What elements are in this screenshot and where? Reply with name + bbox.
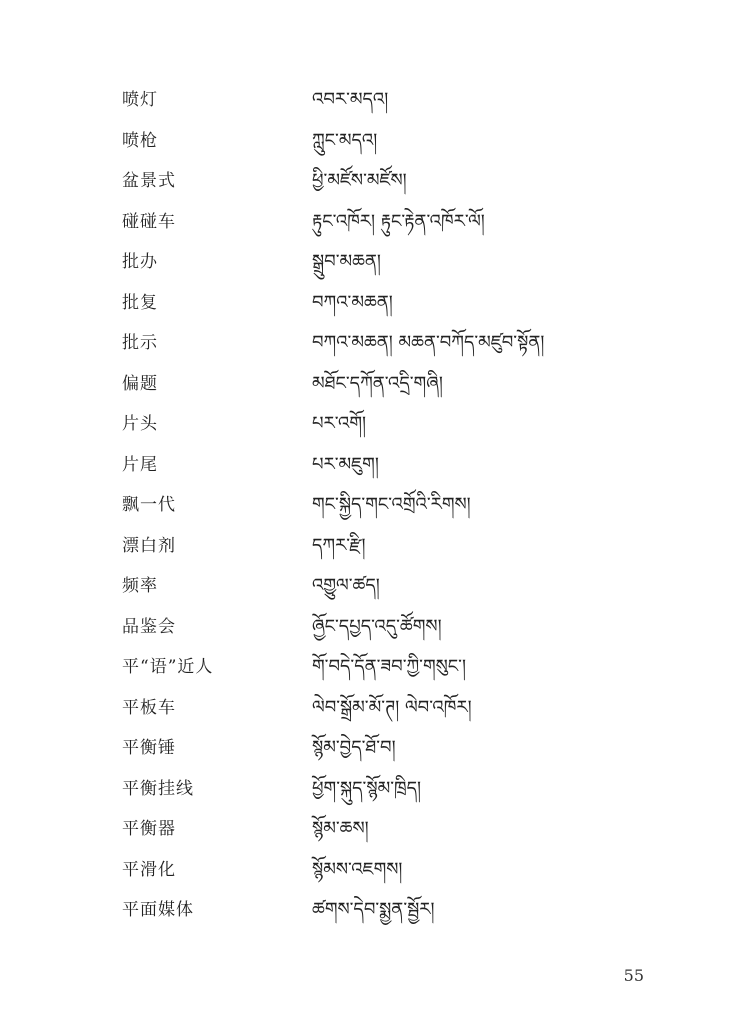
page-number: 55	[623, 966, 644, 985]
chinese-term: 飘一代	[122, 495, 176, 515]
chinese-term: 平滑化	[122, 859, 176, 880]
chinese-term: 碰碰车	[122, 211, 176, 232]
list-item	[0, 647, 756, 688]
list-item	[0, 323, 756, 364]
tibetan-term: དཀར་རྫི།	[312, 534, 366, 556]
list-item	[0, 850, 756, 891]
chinese-term: 频率	[122, 576, 158, 596]
chinese-term: 偏题	[122, 373, 158, 394]
tibetan-term: སྙོམས་འཇགས།	[312, 858, 403, 880]
list-item	[0, 769, 756, 810]
tibetan-term: རྟུང་འཁོར། རྟུང་རྟེན་འཁོར་ལོ།	[312, 210, 485, 232]
list-item	[0, 283, 756, 324]
glossary-list	[0, 80, 756, 931]
chinese-term: 批复	[122, 292, 158, 313]
tibetan-term: མཐོང་དཀོན་འདྲི་གཞི།	[312, 372, 443, 394]
tibetan-term: སྒྲུབ་མཆན།	[312, 251, 381, 272]
tibetan-term: བཀའ་མཆན།	[312, 291, 393, 313]
list-item	[0, 161, 756, 202]
tibetan-term: འབར་མདའ།	[312, 89, 389, 110]
list-item	[0, 526, 756, 567]
tibetan-term: འགྱུལ་ཚད།	[312, 575, 380, 596]
chinese-term: 喷枪	[122, 130, 158, 151]
chinese-term: 批示	[122, 333, 158, 353]
chinese-term: 批办	[122, 252, 158, 272]
list-item	[0, 607, 756, 648]
tibetan-term: ཀླུང་མདའ།	[312, 129, 378, 151]
tibetan-term: པར་འགོ།	[312, 413, 366, 434]
list-item	[0, 80, 756, 121]
list-item	[0, 404, 756, 445]
list-item	[0, 445, 756, 486]
list-item	[0, 121, 756, 162]
list-item	[0, 242, 756, 283]
tibetan-term: སྙོམ་ཆས།	[312, 818, 369, 839]
list-item	[0, 890, 756, 931]
tibetan-term: ཞྱོང་དཔྱད་འདུ་ཚོགས།	[312, 615, 442, 637]
tibetan-term: གང་སྐྱིད་གང་འགྲོའི་རིགས།	[312, 494, 471, 515]
tibetan-term: བཀའ་མཆན། མཆན་བཀོད་མཛུབ་སྟོན།	[312, 332, 545, 353]
tibetan-term: ལེབ་སྒྲོམ་མོ་ཊ། ལེབ་འཁོར།	[312, 696, 472, 718]
list-item	[0, 485, 756, 526]
tibetan-term: སྙོམ་བྱེད་ཐོ་བ།	[312, 737, 396, 758]
list-item	[0, 364, 756, 405]
list-item	[0, 566, 756, 607]
chinese-term: 平衡锤	[122, 738, 176, 758]
chinese-term: 平“语”近人	[122, 657, 214, 677]
chinese-term: 平板车	[122, 697, 176, 718]
chinese-term: 平衡挂线	[122, 778, 194, 799]
chinese-term: 盆景式	[122, 171, 176, 191]
tibetan-term: གོ་བདེ་དོན་ཟབ་ཀྱི་གསུང་།	[312, 656, 466, 677]
chinese-term: 平衡器	[122, 819, 176, 839]
chinese-term: 漂白剂	[122, 535, 176, 556]
chinese-term: 品鉴会	[122, 616, 176, 637]
chinese-term: 片尾	[122, 454, 158, 475]
tibetan-term: པར་མཇུག།	[312, 453, 379, 475]
tibetan-term: ཕྱི་མཛོས་མཛོས།	[312, 170, 407, 191]
chinese-term: 喷灯	[122, 90, 158, 110]
chinese-term: 平面媒体	[122, 900, 194, 920]
list-item	[0, 809, 756, 850]
chinese-term: 片头	[122, 414, 158, 434]
tibetan-term: ཕྱོག་སྐུད་སྙོམ་ཁྲིད།	[312, 777, 422, 799]
list-item	[0, 728, 756, 769]
list-item	[0, 202, 756, 243]
list-item	[0, 688, 756, 729]
tibetan-term: ཚགས་དེབ་སྨྱན་སྦྱོར།	[312, 899, 435, 920]
